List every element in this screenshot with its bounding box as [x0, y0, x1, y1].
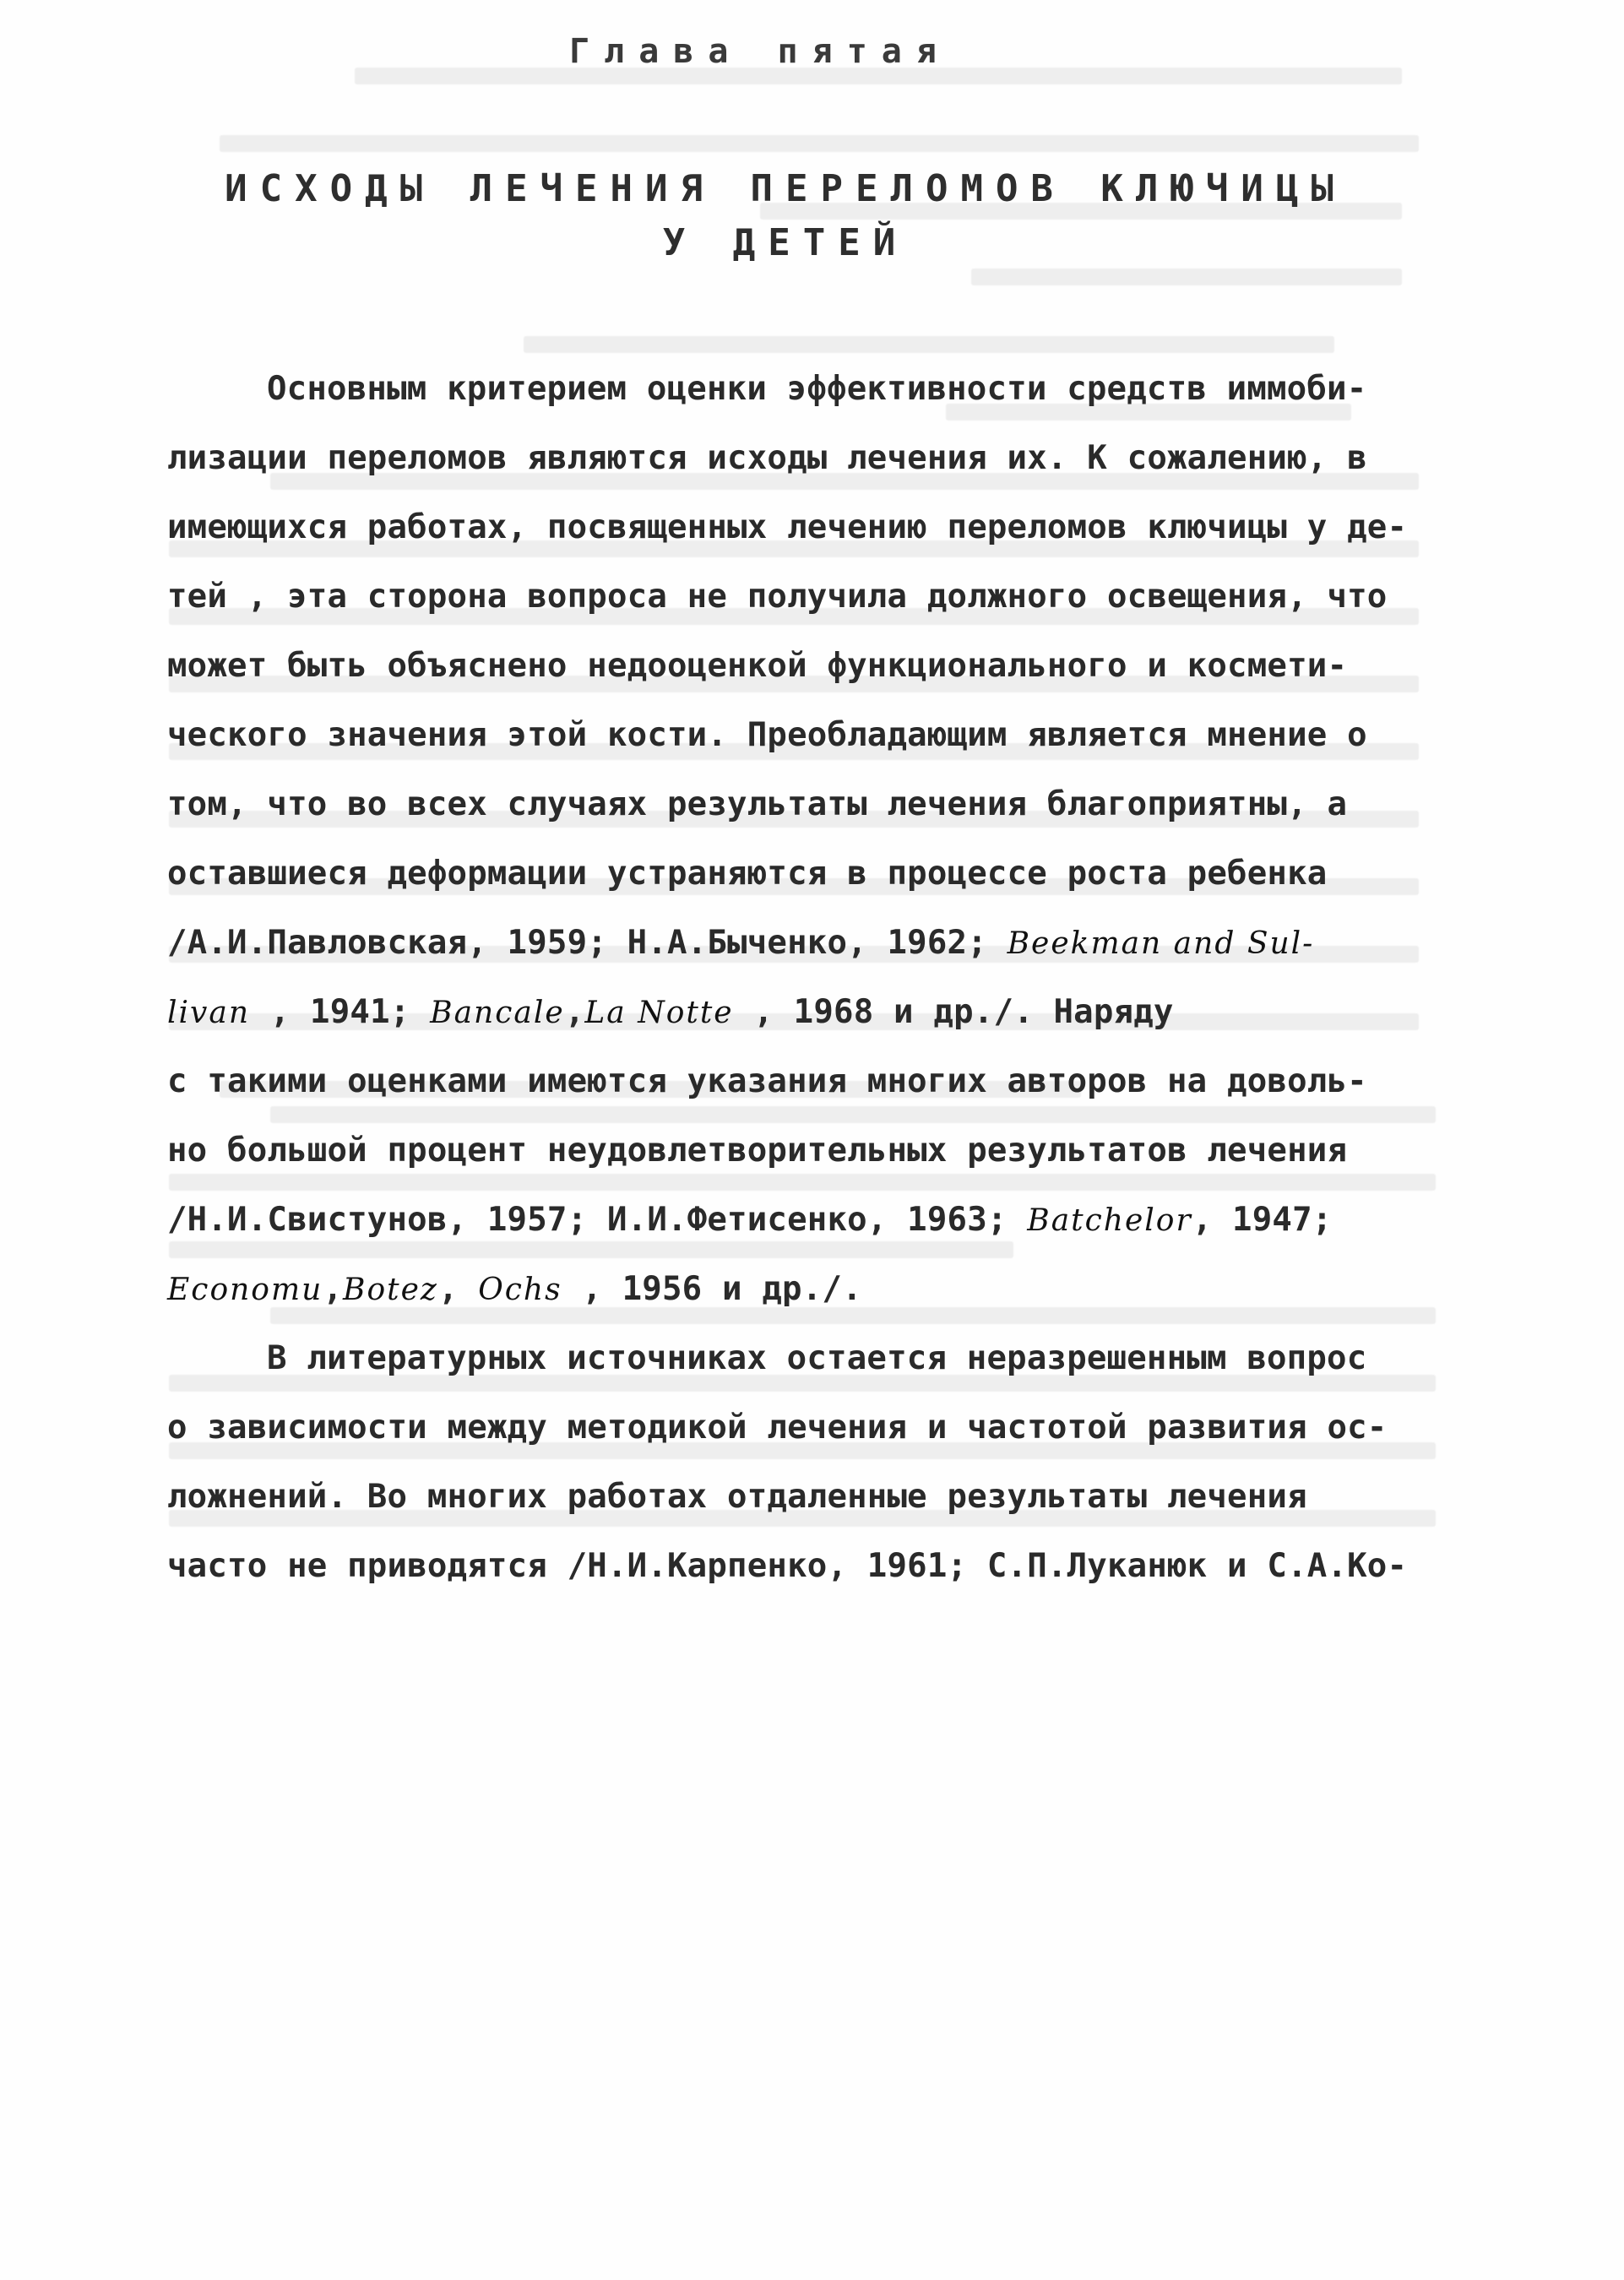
- text-segment: ,: [437, 1270, 479, 1308]
- handwritten-reference: La Notte: [584, 996, 734, 1030]
- handwritten-reference: Beekman and Sul-: [1007, 926, 1315, 961]
- handwritten-reference: Bancale: [430, 996, 565, 1030]
- text-segment: ,: [323, 1270, 343, 1308]
- text-segment: , 1947;: [1192, 1201, 1333, 1239]
- text-line: [167, 919, 1485, 988]
- text-segment: /А.И.Павловская, 1959; Н.А.Быченко, 1962;: [167, 924, 987, 962]
- chapter-heading: Глава пятая: [569, 32, 951, 71]
- body-text: [167, 365, 1485, 1611]
- text-segment: /Н.И.Свистунов, 1957; И.И.Фетисенко, 1963;: [167, 1201, 1008, 1239]
- paragraph-1: [167, 365, 1485, 1334]
- text-line: том, что во всех случаях результаты лечения благоприятны, а: [167, 785, 1348, 823]
- text-line: тей , эта сторона вопроса не получила должного освещения, что: [167, 578, 1388, 616]
- text-line: но большой процент неудовлетворительных результатов лечения: [167, 1132, 1348, 1170]
- handwritten-reference: Ochs: [478, 1273, 562, 1307]
- handwritten-reference: livan: [167, 996, 251, 1030]
- handwritten-reference: Economu: [167, 1273, 323, 1307]
- paragraph-2: [167, 1334, 1485, 1611]
- text-line: Основным критерием оценки эффективности средств иммоби-: [267, 370, 1367, 408]
- chapter-title-line-1: ИСХОДЫ ЛЕЧЕНИЯ ПЕРЕЛОМОВ КЛЮЧИЦЫ: [225, 167, 1346, 210]
- text-line: часто не приводятся /Н.И.Карпенко, 1961; С.П.Луканюк и С.А.Ко-: [167, 1547, 1408, 1585]
- text-line: [167, 988, 1485, 1057]
- text-segment: , 1941;: [250, 993, 431, 1031]
- text-segment: , 1956 и др./.: [562, 1270, 862, 1308]
- handwritten-reference: Botez: [342, 1273, 438, 1307]
- text-line: ческого значения этой кости. Преобладающим является мнение о: [167, 716, 1367, 754]
- text-segment: , 1968 и др./. Наряду: [733, 993, 1174, 1031]
- text-line: [167, 1196, 1485, 1265]
- text-line: лизации переломов являются исходы лечения их. К сожалению, в: [167, 439, 1367, 477]
- text-segment: ,: [564, 993, 585, 1031]
- text-line: ложнений. Во многих работах отдаленные результаты лечения: [167, 1478, 1307, 1516]
- handwritten-reference: Batchelor: [1027, 1203, 1192, 1238]
- text-line: может быть объяснено недооценкой функционального и космети-: [167, 647, 1348, 685]
- chapter-title-line-2: У ДЕТЕЙ: [662, 221, 909, 264]
- text-line: В литературных источниках остается неразрешенным вопрос: [267, 1339, 1367, 1377]
- chapter-title: [127, 162, 1444, 270]
- text-line: с такими оценками имеются указания многих авторов на доволь-: [167, 1062, 1367, 1100]
- text-line: о зависимости между методикой лечения и частотой развития ос-: [167, 1409, 1388, 1447]
- text-line: имеющихся работах, посвященных лечению переломов ключицы у де-: [167, 508, 1408, 546]
- text-line: [167, 1265, 1485, 1334]
- text-line: оставшиеся деформации устраняются в процессе роста ребенка: [167, 855, 1328, 893]
